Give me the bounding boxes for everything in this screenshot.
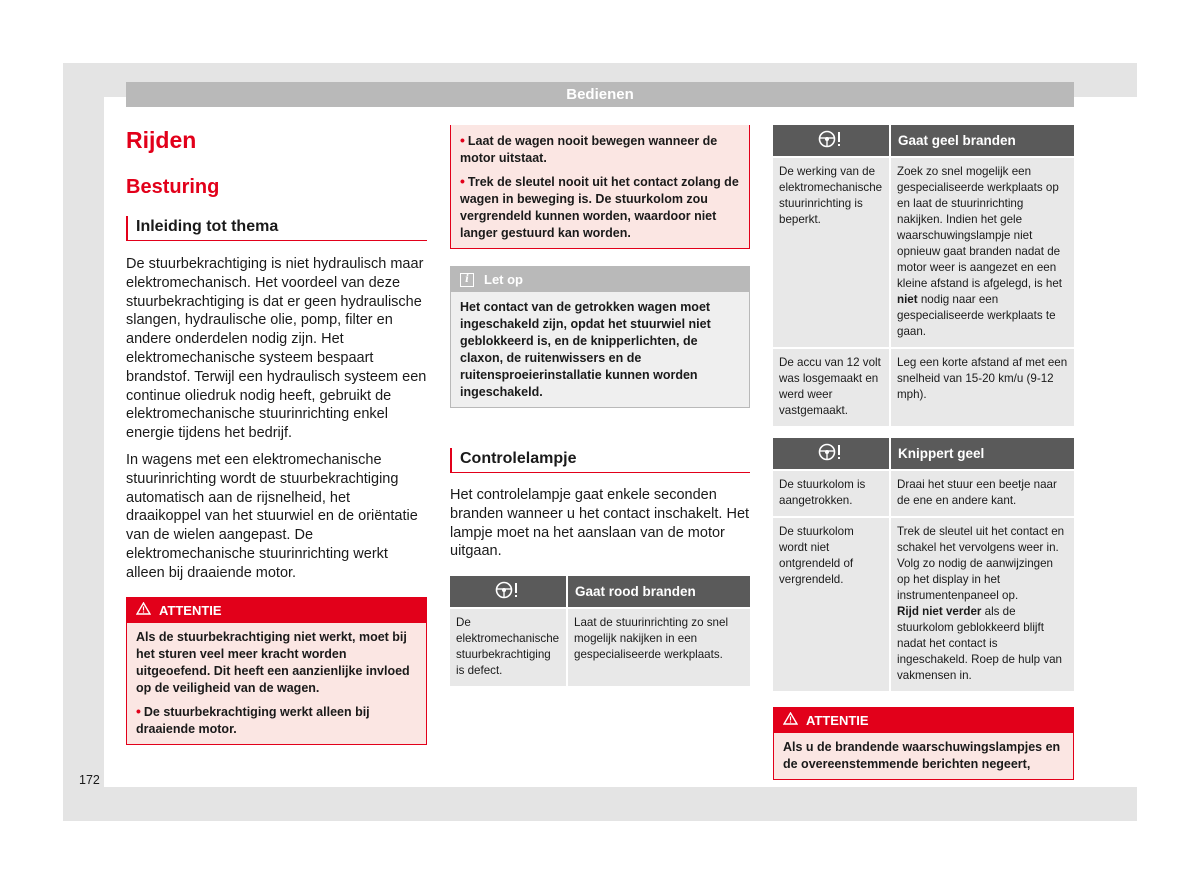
info-icon: i — [460, 273, 474, 287]
chapter-title: Rijden — [126, 127, 197, 153]
note-header — [451, 267, 749, 292]
table-row — [773, 469, 1074, 516]
cause-cell: De stuurkolom is aangetrokken. — [773, 469, 891, 516]
subsection-heading: Controlelampje — [450, 448, 750, 473]
table-row — [773, 156, 1074, 347]
cause-cell: De werking van de elektromechanische stuurinrichting is beperkt. — [773, 156, 891, 347]
note-title: Let op — [484, 272, 523, 287]
cause-cell: De accu van 12 volt was losgemaakt en werd weer vastgemaakt. — [773, 347, 891, 426]
action-text: Trek de sleutel uit het contact en schakel het vervolgens weer in. Volg zo nodig de aanwijzingen op het display in het instrumentenpaneel op. — [897, 525, 1065, 602]
warning-box-continued — [450, 125, 750, 249]
action-cell — [891, 156, 1074, 347]
warning-text: Als de stuurbekrachtiging niet werkt, moet bij het sturen veel meer kracht worden uitgeoefend. Dit heeft een aanzienlijke invloed op de veiligheid van de wagen. — [136, 629, 410, 695]
intro-paragraph-2: In wagens met een elektromechanische stuurinrichting wordt de stuurbekrachtiging automatisch aan de rijsnelheid, het draaikoppel van het stuurwiel en de oriëntatie van de wielen aangepast. De elektromechanische stuurinrichting werkt alleen bij draaiende motor. — [126, 451, 418, 581]
action-text: als de stuurkolom geblokkeerd blijft nadat het contact is ingeschakeld. Roep de hulp van vakmensen in. — [897, 605, 1063, 682]
chapter-header: Bedienen — [126, 82, 1074, 107]
warning-lamp-table-yellow — [773, 125, 1074, 426]
bullet-icon: • — [136, 702, 141, 719]
action-text: Zoek zo snel mogelijk een gespecialiseerde werkplaats op en laat de stuurinrichting nakijken. Indien het gele waarschuwingslampje niet opnieuw gaat branden nadat de motor weer is aangezet en een kleine afstand is afgelegd, is het — [897, 165, 1062, 290]
table-title: Knippert geel — [891, 438, 1074, 469]
column-left — [126, 125, 427, 745]
cause-cell: De elektromechanische stuurbekrachtiging is defect. — [450, 607, 568, 686]
subsection-heading: Inleiding tot thema — [126, 216, 427, 241]
warning-body — [451, 125, 749, 248]
warning-box — [126, 597, 427, 745]
warning-triangle-icon — [136, 598, 151, 623]
action-emphasis: Rijd niet verder — [897, 605, 982, 618]
table-icon-cell — [773, 438, 891, 469]
table-icon-cell — [450, 576, 568, 607]
steering-wheel-warning-icon — [818, 130, 844, 148]
table-row — [773, 516, 1074, 691]
warning-triangle-icon — [783, 708, 798, 733]
controlelampje-paragraph: Het controlelampje gaat enkele seconden branden wanneer u het contact inschakelt. Het lampje moet na het aanslaan van de motor uitgaan. — [450, 487, 750, 560]
action-cell — [891, 516, 1074, 691]
intro-paragraph-1: De stuurbekrachtiging is niet hydraulisch maar elektromechanisch. Het voordeel van deze stuurbekrachtiging is dat er geen hydraulische slangen, hydraulische olie, pomp, filter en andere onderdelen nodig zijn. Het elektromechanische systeem bespaart brandstof. Terwijl een hydraulisch systeem een continue oliedruk nodig heeft, gebruikt de elektromechanische stuurinrichting enkel energie tijdens het bedrijf. — [126, 256, 427, 442]
warning-header — [774, 708, 1073, 733]
warning-text: Als u de brandende waarschuwingslampjes en de overeenstemmende berichten negeert, — [783, 740, 1061, 771]
warning-title: ATTENTIE — [159, 602, 222, 618]
warning-header — [127, 598, 426, 623]
note-box — [450, 266, 750, 408]
warning-title: ATTENTIE — [806, 713, 869, 728]
bullet-icon: • — [460, 132, 465, 148]
warning-bullet-text: De stuurbekrachtiging werkt alleen bij draaiende motor. — [136, 704, 370, 736]
warning-bullet — [460, 173, 740, 242]
table-row — [773, 347, 1074, 426]
steering-wheel-warning-icon — [818, 443, 844, 461]
warning-box — [773, 707, 1074, 780]
action-cell: Draai het stuur een beetje naar de ene en andere kant. — [891, 469, 1074, 516]
warning-lamp-table-red — [450, 576, 750, 686]
section-heading: Besturing — [126, 176, 220, 198]
action-emphasis: niet — [897, 293, 918, 306]
cause-cell: De stuurkolom wordt niet ontgrendeld of vergrendeld. — [773, 516, 891, 691]
warning-bullet — [136, 703, 417, 738]
table-title: Gaat geel branden — [891, 125, 1074, 156]
warning-lamp-table-blinking — [773, 438, 1074, 691]
action-cell: Laat de stuurinrichting zo snel mogelijk nakijken in een gespecialiseerde werkplaats. — [568, 607, 750, 686]
action-cell: Leg een korte afstand af met een snelheid van 15-20 km/u (9-12 mph). — [891, 347, 1074, 426]
steering-wheel-warning-icon — [495, 581, 521, 599]
note-text: Het contact van de getrokken wagen moet ingeschakeld zijn, opdat het stuurwiel niet geblokkeerd is, en de knipperlichten, de claxon, de ruitenwissers en de ruitensproeierinstallatie kunnen worden ingeschakeld. — [460, 300, 711, 399]
table-title: Gaat rood branden — [568, 576, 750, 607]
table-icon-cell — [773, 125, 891, 156]
warning-bullet-text: Laat de wagen nooit bewegen wanneer de motor uitstaat. — [460, 134, 718, 165]
table-row — [450, 607, 750, 686]
action-text: nodig naar een gespecialiseerde werkplaats te gaan. — [897, 293, 1056, 338]
column-middle — [450, 125, 750, 686]
bullet-icon: • — [460, 173, 465, 189]
warning-bullet-text: Trek de sleutel nooit uit het contact zolang de wagen in beweging is. De stuurkolom zou vergrendeld kunnen worden, waardoor niet langer gestuurd kan worden. — [460, 175, 739, 240]
warning-body — [127, 623, 426, 744]
column-right — [773, 125, 1074, 780]
page-number: 172 — [79, 773, 100, 787]
warning-bullet — [460, 132, 740, 167]
